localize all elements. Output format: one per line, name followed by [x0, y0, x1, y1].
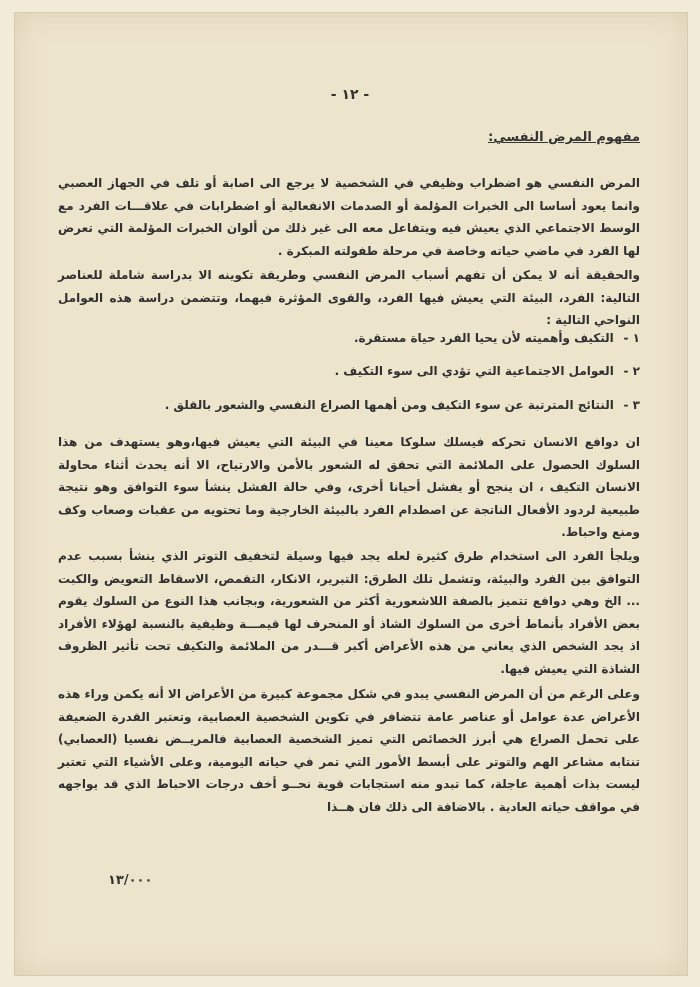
- list-item-text: التكيف وأهميته لأن يحيا الفرد حياة مستقرة.: [354, 331, 614, 345]
- paragraph-3: ان دوافع الانسان تحركه فيسلك سلوكا معينا في البيئة التي يعيش فيها،وهو يستهدف من هذا السلوك الحصول على الملائمة التي تحقق له الشعور بالأمن والارتياح، الا أنه يحدث أثناء محاولة الانسان التكيف ، ان ينجح أو يفشل أحيانا أخرى، وفي حالة الفشل ينشأ سوء التوافق وهو نتيجة طبيعية لردود الأفعال الناتجة عن اصطدام الفرد بالبيئة الخارجية وما تحتويه من عقبات وصعاب وكف ومنع واحباط.: [58, 435, 640, 539]
- list-item-text: العوامل الاجتماعية التي تؤدي الى سوء التكيف .: [334, 364, 614, 378]
- list-item: [58, 398, 640, 412]
- paragraph-1: المرض النفسي هو اضطراب وظيفي في الشخصية لا يرجع الى اصابة أو تلف في الجهاز العصبي وانما يعود أساسا الى الخبرات المؤلمة أو الصدمات الانفعالية أو اضطرابات في علاقـــات الفرد مع الوسط الاجتماعي الذي يعيش فيه ويتفاعل معه الى غير ذلك من ألوان الخبرات المؤلمة التي تعرض لها الفرد في ماضي حياته وخاصة في مرحلة طفولته المبكرة .: [58, 176, 640, 258]
- footer-code: ١٣/٠٠٠: [108, 873, 153, 888]
- page-number: - ١٢ -: [330, 87, 370, 103]
- list-item-text: النتائج المترتبة عن سوء التكيف ومن أهمها الصراع النفسي والشعور بالقلق .: [164, 398, 614, 412]
- list-item: [58, 331, 640, 345]
- list-item-number: ١ -: [623, 331, 640, 345]
- section-heading: مفهوم المرض النفسي:: [488, 130, 640, 145]
- paragraph-4: ويلجأ الفرد الى استخدام طرق كثيرة لعله يجد فيها وسيلة لتخفيف التوتر الذي ينشأ بسبب عدم التوافق بين الفرد والبيئة، وتشمل تلك الطرق: التبرير، الانكار، التقمص، الاسقاط التعويض والكبت ... الخ وهي دوافع تتميز بالصفة اللاشعورية أكثر من الشعورية، وبجانب هذا النوع من السلوك يقوم بعض الأفراد بأنماط أخرى من السلوك الشاذ أو المنحرف لها قيمـــة وظيفية بالنسبة لهؤلاء الأفراد اذ يجد الشخص الذي يعاني من هذه الأعراض أكبر قـــدر من الملائمة والتكيف تحت تأثير الظروف الشاذة التي يعيش فيها.: [58, 549, 640, 676]
- paragraph-5: وعلى الرغم من أن المرض النفسي يبدو في شكل مجموعة كبيرة من الأعراض الا أنه يكمن وراء هذه الأعراض عدة عوامل أو عناصر عامة تتضافر في تكوين الشخصية العصابية، وتعتبر القدرة الضعيفة على تحمل الصراع هي أبرز الخصائص التي تميز الشخصية العصابية فالمريــض نفسيا (العصابي) تنتابه مشاعر الهم والتوتر على أبسط الأمور التي تمر في حياته اليومية، وعلى الأشياء التي تعتبر ليست بذات أهمية عاجلة، كما تبدو منه استجابات قوية نحــو أخف درجات الاحباط الذي قد يواجهه في مواقف حياته العادية . بالاضافة الى ذلك فان هــذا: [58, 687, 640, 814]
- list-item-number: ٢ -: [623, 364, 640, 378]
- list-item: [58, 364, 640, 378]
- paragraph-2: والحقيقة أنه لا يمكن أن تفهم أسباب المرض النفسي وطريقة تكوينه الا بدراسة شاملة للعناصر التالية: الفرد، البيئة التي يعيش فيها الفرد، والقوى المؤثرة فيهما، وتتضمن دراسة هذه العوامل النواحي التالية :: [58, 268, 640, 327]
- list-item-number: ٣ -: [623, 398, 640, 412]
